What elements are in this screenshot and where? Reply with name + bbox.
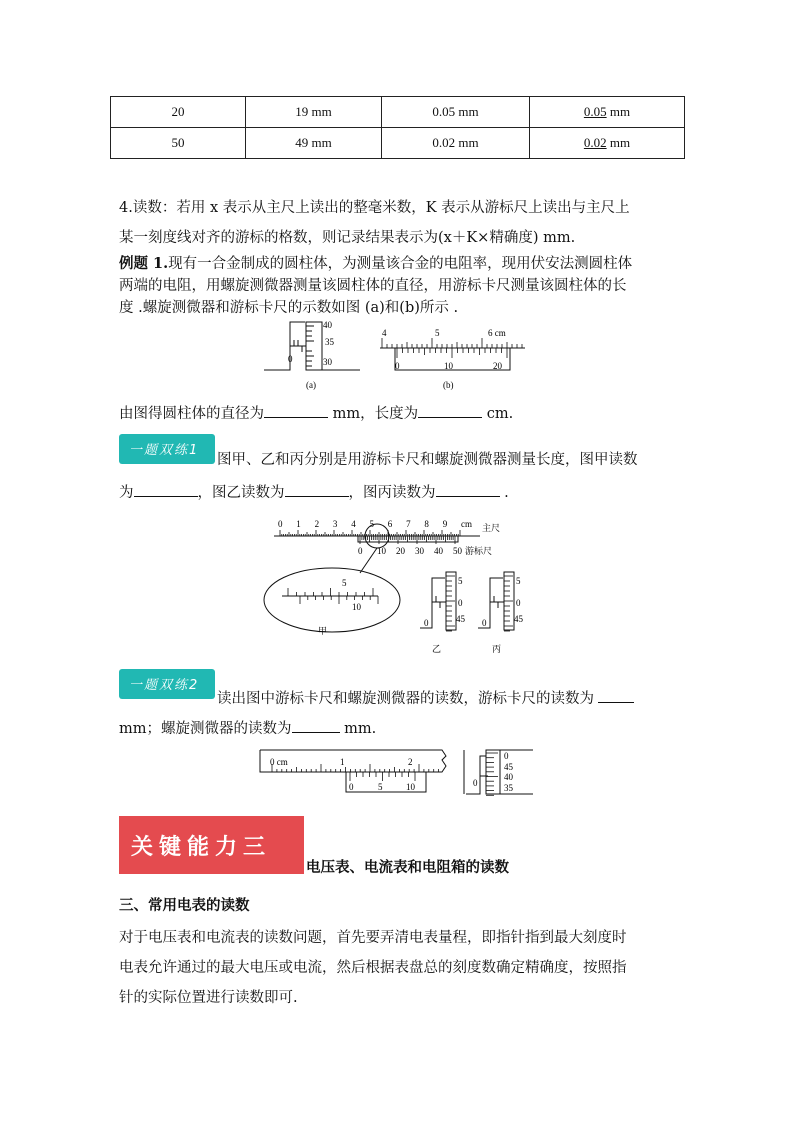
question3-line2	[119, 718, 376, 739]
example1-line1	[119, 254, 632, 274]
table-cell: 19 mm	[246, 97, 382, 128]
scale-label: 8	[424, 519, 429, 529]
precision-table	[110, 96, 685, 159]
table-cell	[530, 128, 685, 159]
micrometer-bing	[478, 572, 524, 654]
caption-yi: 乙	[432, 644, 442, 654]
caliper-3	[260, 750, 446, 792]
caliper-vernier-label: 0	[349, 782, 354, 792]
micro-label: 35	[504, 783, 513, 793]
caliper-main-label: 0 cm	[270, 757, 288, 767]
answer-blank-diameter[interactable]	[264, 403, 328, 418]
scale-label: 30	[415, 546, 424, 556]
micro-label: 45	[504, 762, 513, 772]
micro-label: 0	[458, 598, 463, 608]
scale-label: 4	[351, 519, 356, 529]
example1-answer-line	[119, 403, 513, 424]
practice-badge-2	[119, 669, 215, 699]
micro-label: 0	[516, 598, 521, 608]
caption-bing: 丙	[492, 644, 502, 654]
scale-label: cm	[461, 519, 472, 529]
caliper-vernier-label: 10	[406, 782, 415, 792]
micrometer-3	[464, 750, 533, 795]
micro-tick-label: 0	[288, 354, 293, 364]
answer-text: mm.	[339, 721, 377, 737]
section-title: 电压表、电流表和电阻箱的读数	[306, 859, 509, 876]
micro-label: 0	[504, 751, 509, 761]
micro-tick-label: 35	[325, 337, 334, 347]
answer-text: mm；螺旋测微器的读数为	[119, 721, 292, 737]
scale-label: 3	[332, 519, 338, 529]
micro-label: 40	[504, 772, 513, 782]
paragraph-meters-line3: 针的实际位置进行读数即可.	[119, 990, 298, 1006]
precision-value: 0.05	[583, 104, 607, 119]
answer-text: .	[499, 485, 509, 501]
unit: mm	[606, 104, 631, 119]
main-scale-name: 主尺	[482, 523, 501, 533]
question3-line1	[217, 688, 634, 709]
micro-label: 5	[458, 576, 463, 586]
answer-text: 为	[119, 485, 134, 501]
caliper-main-label: 5	[435, 328, 440, 338]
paragraph-meters-line1: 对于电压表和电流表的读数问题，首先要弄清电表量程，即指针指到最大刻度时	[119, 930, 627, 946]
caption-b: (b)	[443, 380, 454, 390]
badge-label: 一题双练1	[129, 443, 200, 458]
badge-label: 一题双练2	[129, 678, 200, 693]
banner-label: 关键能力三	[131, 835, 272, 860]
answer-blank-bing[interactable]	[436, 482, 500, 497]
answer-text: ，图丙读数为	[348, 485, 436, 501]
caliper-main-label: 2	[408, 757, 413, 767]
answer-blank-length[interactable]	[418, 403, 482, 418]
micro-label: 0	[482, 618, 487, 628]
scale-label: 5	[369, 519, 374, 529]
table-cell	[530, 97, 685, 128]
answer-blank-jia[interactable]	[134, 482, 198, 497]
vernier-scale-name: 游标尺	[465, 546, 493, 556]
caliper-vernier-label: 0	[395, 361, 400, 371]
scale-label: 7	[406, 519, 411, 529]
answer-text: mm，长度为	[328, 406, 419, 422]
question2-line2	[119, 482, 509, 503]
caliper-vernier-label: 10	[444, 361, 453, 371]
answer-text: cm.	[482, 406, 514, 422]
example1-line2: 两端的电阻，用螺旋测微器测量该圆柱体的直径，用游标卡尺测量该圆柱体的长	[119, 278, 627, 294]
answer-blank-micrometer[interactable]	[292, 718, 340, 733]
paragraph-meters-line2: 电表允许通过的最大电压或电流，然后根据表盘总的刻度数确定精确度，按照指	[119, 960, 627, 976]
answer-blank-caliper[interactable]	[598, 688, 634, 703]
answer-text: ，图乙读数为	[197, 485, 285, 501]
micrometer-yi	[420, 572, 466, 654]
scale-label: 0	[278, 519, 283, 529]
micro-label: 5	[516, 576, 521, 586]
table-row	[111, 128, 685, 159]
micro-label: 45	[456, 614, 465, 624]
question2-line1: 图甲、乙和丙分别是用游标卡尺和螺旋测微器测量长度，图甲读数	[217, 452, 638, 468]
example1-line3: 度 .螺旋测微器和游标卡尺的示数如图 (a)和(b)所示 .	[119, 300, 459, 316]
figure-ab	[260, 318, 540, 393]
micrometer-a	[264, 320, 360, 390]
scale-label: 9	[442, 519, 448, 529]
caliper-main-label: 6 cm	[488, 328, 506, 338]
micro-tick-label: 40	[323, 320, 332, 330]
figure-jia-yi-bing	[260, 518, 540, 658]
scale-label: 1	[296, 519, 301, 529]
precision-value: 0.02	[583, 135, 607, 150]
scale-label: 2	[314, 519, 320, 529]
micro-label: 0	[424, 618, 429, 628]
scale-label: 10	[377, 546, 386, 556]
caliper-main-label: 1	[340, 757, 345, 767]
scale-label: 40	[434, 546, 443, 556]
practice-badge-1	[119, 434, 215, 464]
scale-label: 20	[396, 546, 405, 556]
micro-tick-label: 30	[323, 357, 332, 367]
answer-text: 由图得圆柱体的直径为	[119, 406, 264, 422]
caption-a: (a)	[306, 380, 316, 390]
caption-jia: 甲	[318, 626, 328, 636]
answer-blank-yi[interactable]	[285, 482, 349, 497]
key-ability-banner	[119, 816, 304, 874]
figure-3	[258, 748, 538, 798]
micro-label: 45	[514, 614, 523, 624]
micro-label: 0	[473, 778, 478, 788]
caliper-vernier-label: 20	[493, 361, 502, 371]
example1-label: 例题 1.	[119, 255, 169, 272]
table-cell: 0.02 mm	[382, 128, 530, 159]
paragraph-reading-line2: 某一刻度线对齐的游标的格数，则记录结果表示为(x＋K×精确度) mm.	[119, 230, 576, 246]
caliper-main-label: 4	[382, 328, 387, 338]
table-cell: 0.05 mm	[382, 97, 530, 128]
caliper-vernier-label: 5	[378, 782, 383, 792]
table-row	[111, 97, 685, 128]
caliper-b	[380, 328, 525, 390]
scale-label: 6	[387, 519, 393, 529]
zoom-label: 10	[352, 602, 361, 612]
example1-text: 现有一合金制成的圆柱体，为测量该合金的电阻率，现用伏安法测圆柱体	[168, 256, 633, 272]
table-cell: 50	[111, 128, 246, 159]
paragraph-reading-line1: 4.读数：若用 x 表示从主尺上读出的整毫米数，K 表示从游标尺上读出与主尺上	[119, 200, 630, 216]
table-cell: 49 mm	[246, 128, 382, 159]
table-cell: 20	[111, 97, 246, 128]
zoom-label: 5	[342, 578, 347, 588]
unit: mm	[606, 135, 631, 150]
scale-label: 50	[453, 546, 462, 556]
heading-meters: 三、常用电表的读数	[119, 897, 250, 914]
scale-label: 0	[358, 546, 363, 556]
answer-text: 读出图中游标卡尺和螺旋测微器的读数，游标卡尺的读数为	[217, 691, 594, 707]
